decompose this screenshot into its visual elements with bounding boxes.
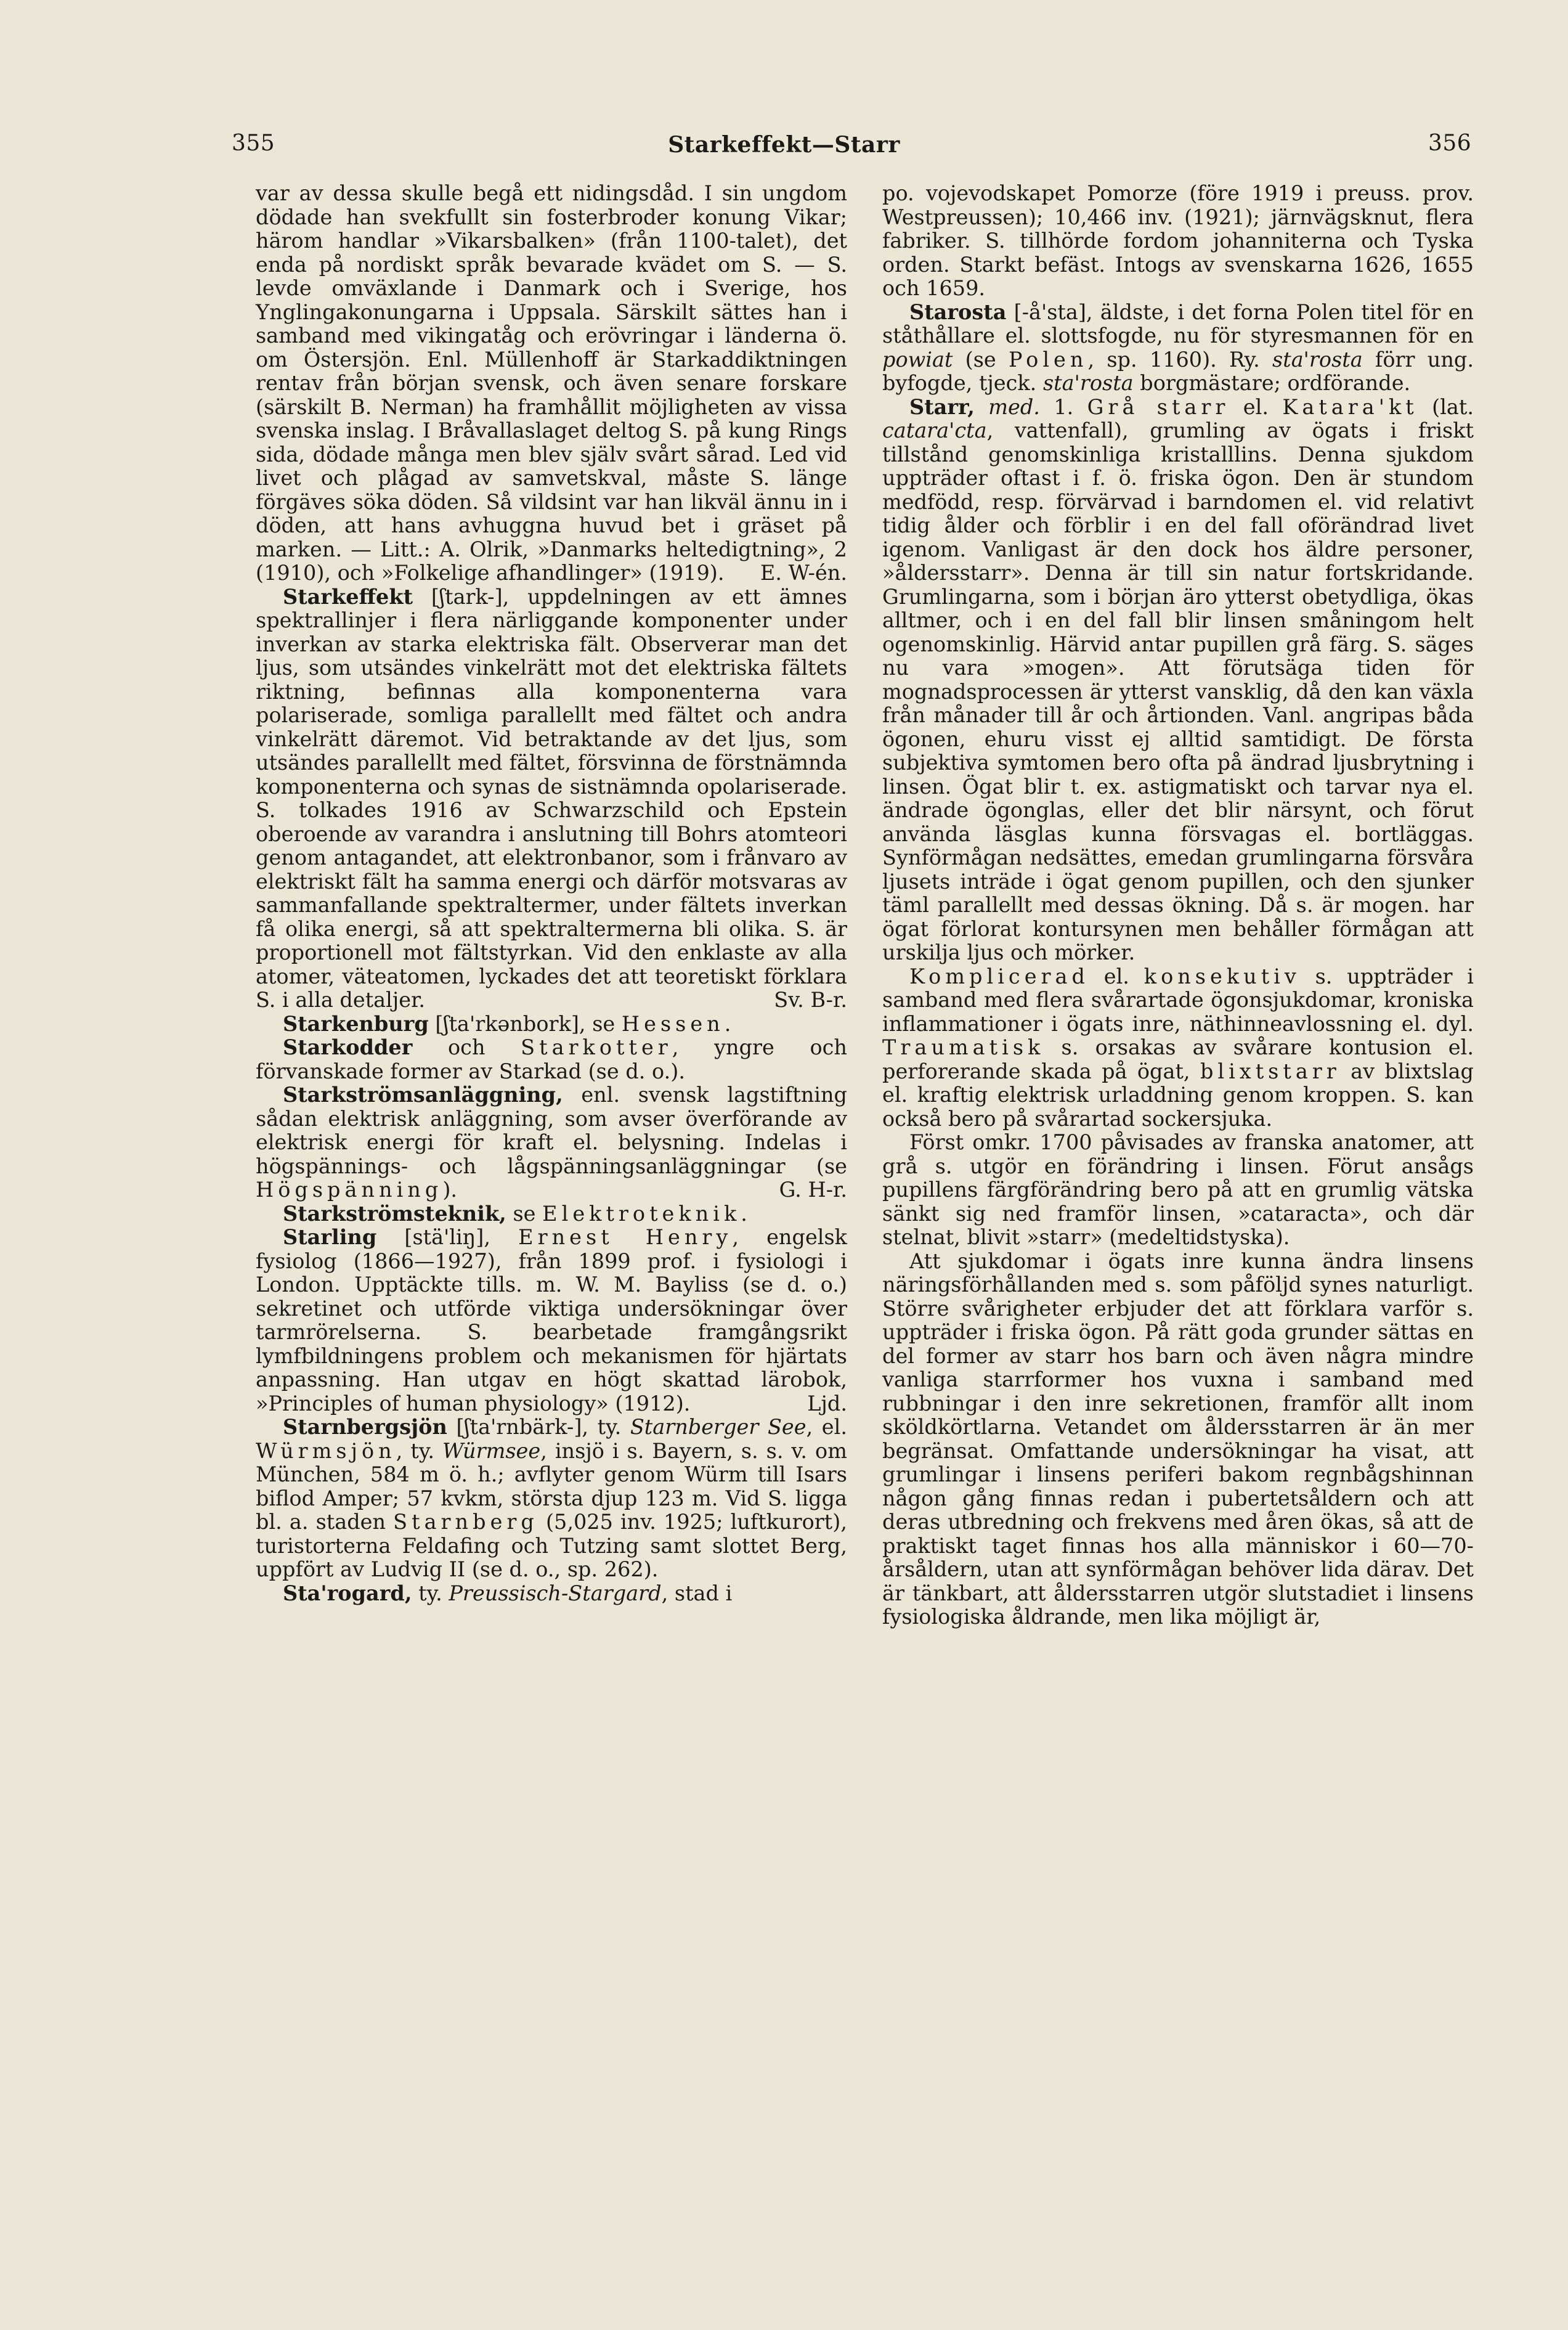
entry-starling [256,1226,847,1416]
entry-starogard [256,1582,847,1606]
entry-text: , el. [806,1415,847,1439]
entry-text: (se [953,347,1009,372]
paragraph-att: Att sjukdomar i ögats inre kunna ändra linsens näringsförhållanden med s. som påföljd synes naturligt. Större svårigheter erbjuder det att förklara varför s. uppträder i friska ögon. På rätt goda grunder sättas en del former av starr hos barn och även några mindre vanliga starrformer hos vuxna i samband med rubbningar i den inre sekretionen, framför allt inom sköldkörtlarna. Vetandet om åldersstarren är än mer begränsat. Omfattande undersökningar ha visat, att grumlingar i linsens periferi bakom regnbågshinnan någon gång finnas redan i pubertetsåldern och att deras utbredning och frekvens med åren ökas, så att de praktiskt taget finnas hos alla människor i 60—70-årsåldern, utan att synförmågan behöver lida därav. Det är tänkbart, att åldersstarren utgör slutstadiet i linsens fysiologiska åldrande, men lika möjligt är, [882,1249,1474,1629]
entry-text: s. orsakas av svårare kontusion el. perforerande skada på ögat, [882,1035,1474,1083]
foreign-name: Starnberger See [630,1415,806,1439]
place-name: Starnberg [393,1510,538,1534]
entry-text: [-å'sta], äldste, i det forna Polen titel för en ståthållare el. slottsfogde, nu för styresmannen för en [882,299,1474,348]
entry-text: [ʃtark-], uppdelningen av ett ämnes spektrallinjer i flera närliggande komponenter under inverkan av starka elektriska fält. Observerar man det ljus, som utsändes vinkelrätt mot det elektriska fältets riktning, befinnas alla komponenterna vara polariserade, somliga parallellt med fältet och andra vinkelrätt däremot. Vid betraktande av det ljus, som utsändes parallellt med fältet, försvinna de förstnämnda komponenterna och synas de sistnämnda opolariserade. S. tolkades 1916 av Schwarzschild och Epstein oberoende av varandra i anslutning till Bohrs atomteori genom antagandet, att elektronbanor, som i frånvaro av elektriskt fält ha samma energi och därför motsvaras av sammanfallande spektraltermer, under fältets inverkan få olika energi, så att spektraltermerna bli olika. S. är proportionell mot fältstyrkan. Vid den enklaste av alla atomer, väteatomen, lyckades det att teoretiskt förklara S. i alla detaljer. [256,584,847,1012]
term: Katara'kt [1282,394,1418,419]
variant-name: Würmsjön [256,1438,396,1463]
entry-headword: Starkeffekt [283,584,413,609]
entry-text: . [724,1011,731,1036]
entry-headword: Starosta [909,299,1007,324]
running-head: Starkeffekt—Starr [668,132,900,158]
foreign-term: powiat [882,347,953,372]
foreign-term: sta'rosta [1042,371,1134,395]
entry-text: , sp. 1160). Ry. [1087,347,1273,372]
entry-text: var av dessa skulle begå ett nidingsdåd. I sin ungdom dödade han svekfullt sin fosterbroder konung Vikar; härom handlar »Vikarsbalken» (från 1100-talet), det enda på nordiskt språk bevarade kvädet om S. — S. levde omväxlande i Danmark och i Sverige, hos Ynglingakonungarna i Uppsala. Särskilt sättes han i samband med vikingatåg och erövringar i länderna ö. om Östersjön. Enl. Müllenhoff är Starkaddiktningen rentav från början svensk, och även senare forskare (särskilt B. Nerman) ha framhållit möjligheten av vissa svenska inslag. I Bråvallaslaget deltog S. på kung Rings sida, dödade många men blev själv svårt sårad. Led vid livet och plågad av samvetskval, måste S. länge förgäves söka döden. Så vildsint var han likväl ännu in i döden, att hans avhuggna huvud bet i gräset på marken. — Litt.: A. Olrik, »Danmarks heltedigtning», 2 (1910), och »Folkelige afhandlinger» (1919). [256,181,847,585]
entry-text: 1. [1039,394,1087,419]
entry-headword: Starkströmsteknik, [283,1201,506,1226]
entry-starogard-continued: po. vojevodskapet Pomorze (före 1919 i preuss. prov. Westpreussen); 10,466 inv. (1921); järnvägsknut, flera fabriker. S. tillhörde fordom johanniterna och Tyska orden. Starkt befäst. Intogs av svenskarna 1626, 1655 och 1659. [882,181,1474,300]
author-signature: E. W-én. [760,561,847,585]
author-signature: G. H-r. [779,1178,847,1202]
cross-reference: Starkotter [521,1035,672,1059]
author-signature: Sv. B-r. [774,988,847,1012]
entry-text: [stä'liŋ], [376,1225,519,1249]
entry-text: , insjö i s. Bayern, s. s. v. om München, 584 m ö. h.; avflyter genom Würm till Isars biflod Amper; 57 kvkm, största djup 123 m. Vid S. ligga bl. a. staden [256,1438,847,1534]
entry-headword: Starkenburg [283,1011,429,1036]
entry-headword: Sta'rogard, [283,1581,412,1605]
entry-starkstromsanlaggning [256,1083,847,1202]
entry-text: el. [1089,964,1144,988]
entry-starr [882,396,1474,965]
foreign-name: Würmsee [442,1438,541,1463]
entry-text: , ty. [396,1438,442,1463]
entry-starosta [882,301,1474,396]
entry-starkeffekt [256,585,847,1012]
paragraph-forst: Först omkr. 1700 påvisades av franska anatomer, att grå s. utgör en förändring i linsen. Förut ansågs pupillens färgförändring bero på att en grumlig vätska sänkt sig ned framför linsen, »cataracta», och där stelnat, blivit »starr» (medeltidstyska). [882,1130,1474,1249]
entry-text: (lat. [1418,394,1474,419]
entry-text: borgmästare; ordförande. [1133,371,1411,395]
entry-text: , yngre och förvanskade former av Starkad (se d. o.). [256,1035,847,1083]
page-number-right: 356 [1428,131,1472,156]
entry-text: , engelsk fysiolog (1866—1927), från 1899 prof. i fysiologi i London. Upptäckte tills. m. W. M. Bayliss (se d. o.) sekretinet och utförde viktiga undersökningar över tarmrörelserna. S. bearbetade framgångsrikt lymfbildningens problem och mekanismen för hjärtats anpassning. Han utgav en högt skattad lärobok, »Principles of human physiology» (1912). [256,1225,847,1416]
cross-reference: Hessen [621,1011,725,1036]
entry-headword: Starr, [909,394,975,419]
entry-text: s. uppträder i samband med flera svårartade ögonsjukdomar, kroniska inflammationer i ögats inre, näthinneavlossning el. dyl. [882,964,1474,1036]
entry-starnbergsjon [256,1416,847,1582]
person-name: Ernest Henry [518,1225,733,1249]
entry-text: och [412,1035,521,1059]
author-signature: Ljd. [807,1391,847,1416]
entry-headword: Starkodder [283,1035,413,1059]
entry-text: enl. svensk lagstiftning sådan elektrisk anläggning, som avser överförande av elektrisk energi för kraft el. belysning. Indelas i högspännings- och lågspänningsanläggningar (se [256,1083,847,1178]
paragraph-komplicerad [882,965,1474,1131]
entry-headword: Starkströmsanläggning, [283,1083,563,1107]
foreign-term: catara'cta [882,418,987,442]
entry-headword: Starnbergsjön [283,1415,447,1439]
entry-text: [ʃta'rkənbork], se [428,1011,622,1036]
entry-starkstromsteknik [256,1202,847,1226]
entry-text: av blixtslag el. kraftig elektrisk urladdning genom kroppen. S. kan också bero på svårartad sockersjuka. [882,1059,1474,1131]
page-number-left: 355 [232,131,275,156]
foreign-term: sta'rosta [1272,347,1363,372]
term: konsekutiv [1144,964,1301,988]
entry-headword: Starling [283,1225,377,1249]
entry-text: (5,025 inv. 1925; luftkurort), turistorterna Feldafing och Tutzing samt slottet Berg, uppfört av Ludvig II (se d. o., sp. 262). [256,1510,847,1581]
left-column [256,182,847,1605]
right-column [882,182,1474,1629]
cross-reference: Polen [1008,347,1088,372]
term: Grå starr [1087,394,1230,419]
entry-text: se [506,1201,543,1226]
cross-reference: Elektroteknik [542,1201,741,1226]
term: blixtstarr [1200,1059,1341,1083]
term: Komplicerad [909,964,1089,988]
entry-text: . [741,1201,747,1226]
entry-starkodder [256,1036,847,1083]
entry-text: , vattenfall), grumling av ögats i friskt tillstånd genomskinliga kristalllins. Denna sjukdom uppträder oftast i f. ö. friska ögon. Den är stundom medfödd, resp. förvärvad i barndomen el. vid relativt tidig ålder och förblir i en del fall oförändrad livet igenom. Vanligast är den dock hos äldre personer, »åldersstarr». Denna är till sin natur fortskridande. Grumlingarna, som i början äro ytterst obetydliga, ökas alltmer, och i en del fall blir linsen småningom helt ogenomskinlig. Härvid antar pupillen grå färg. S. säges nu vara »mogen». Att förutsäga tiden för mognadsprocessen är ytterst vansklig, då den kan växla från månader till år och årtionden. Vanl. angripas båda ögonen, ehuru visst ej alltid samtidigt. De första subjektiva symtomen bero ofta på ändrad ljusbrytning i linsen. Ögat blir t. ex. astigmatiskt och tarvar nya el. ändrade ögonglas, eller det blir närsynt, och förut använda läsglas kunna försvagas el. bortläggas. Synförmågan nedsättes, emedan grumlingarna försvåra ljusets inträde i ögat genom pupillen, och den sjunker täml parallellt med dessas ökning. Då s. är mogen. har ögat förlorat kontursynen men behåller förmågan att urskilja ljus och mörker. [882,418,1474,964]
entry-text: el. [1229,394,1283,419]
entry-starkad-continued [256,182,847,585]
term: Traumatisk [882,1035,1045,1059]
subject-label: med. [974,394,1040,419]
foreign-name: Preussisch-Stargard [449,1581,662,1605]
cross-reference: Högspänning [256,1178,443,1202]
entry-text: , stad i [661,1581,733,1605]
entry-starkenburg [256,1012,847,1037]
entry-text: ty. [412,1581,449,1605]
entry-text: förr ung. byfogde, tjeck. [882,347,1474,395]
entry-text: [ʃta'rnbärk-], ty. [447,1415,630,1439]
entry-text: ). [442,1178,458,1202]
